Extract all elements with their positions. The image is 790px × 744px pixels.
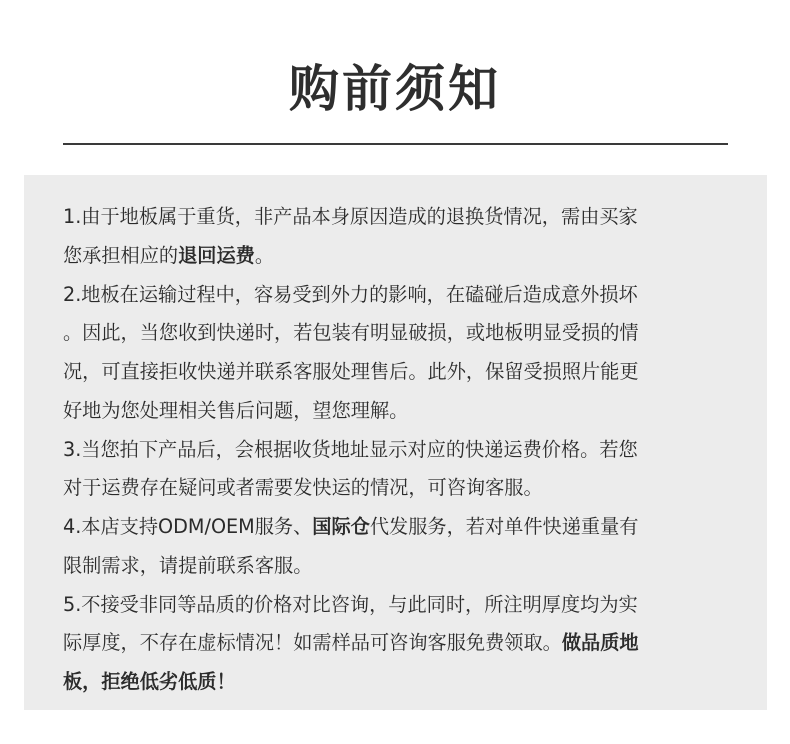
notice-emphasis: 做品质地	[561, 631, 639, 655]
notice-line	[63, 663, 733, 702]
notice-line	[63, 508, 733, 547]
notice-segment: 况，可直接拒收快递并联系客服处理售后。此外，保留受损照片能更	[63, 360, 639, 383]
notice-segment: 。	[254, 243, 275, 267]
notice-line	[63, 392, 733, 431]
notice-segment: 5.不接受非同等品质的价格对比咨询，与此同时，所注明厚度均为实	[63, 592, 638, 616]
notice-line	[63, 624, 733, 663]
notice-line	[63, 431, 733, 470]
notice-emphasis: 国际仓	[312, 515, 370, 538]
notice-segment: 限制需求，请提前联系客服。	[63, 553, 313, 577]
notice-segment: 代发服务，若对单件快递重量有	[369, 515, 639, 538]
notice-segment: 1.由于地板属于重货，非产品本身原因造成的退换货情况，需由买家	[63, 205, 638, 228]
notice-line	[63, 198, 733, 237]
notice-segment: 2.地板在运输过程中，容易受到外力的影响，在磕碰后造成意外损坏	[63, 282, 638, 306]
notice-line	[63, 353, 733, 392]
notice-line	[63, 547, 733, 586]
notice-segment: 3.当您拍下产品后，会根据收货地址显示对应的快递运费价格。若您	[63, 437, 638, 461]
notice-segment: 对于运费存在疑问或者需要发快运的情况，可咨询客服。	[63, 476, 543, 500]
notice-text	[63, 198, 733, 702]
notice-segment: 4.本店支持ODM/OEM服务、	[63, 515, 313, 538]
notice-emphasis: 退回运费	[178, 243, 255, 267]
notice-line	[63, 469, 733, 508]
notice-line	[63, 314, 733, 353]
notice-line	[63, 586, 733, 625]
notice-segment: 您承担相应的	[63, 243, 179, 267]
notice-segment: 际厚度，不存在虚标情况！如需样品可咨询客服免费领取。	[63, 631, 562, 655]
title-divider	[63, 143, 728, 145]
notice-line	[63, 237, 733, 276]
notice-emphasis: 板，拒绝低劣低质！	[63, 670, 236, 693]
notice-segment: 。因此，当您收到快递时，若包装有明显破损，或地板明显受损的情	[63, 321, 639, 345]
notice-segment: 好地为您处理相关售后问题，望您理解。	[63, 398, 409, 422]
page-title: 购前须知	[289, 60, 501, 118]
notice-line	[63, 276, 733, 315]
